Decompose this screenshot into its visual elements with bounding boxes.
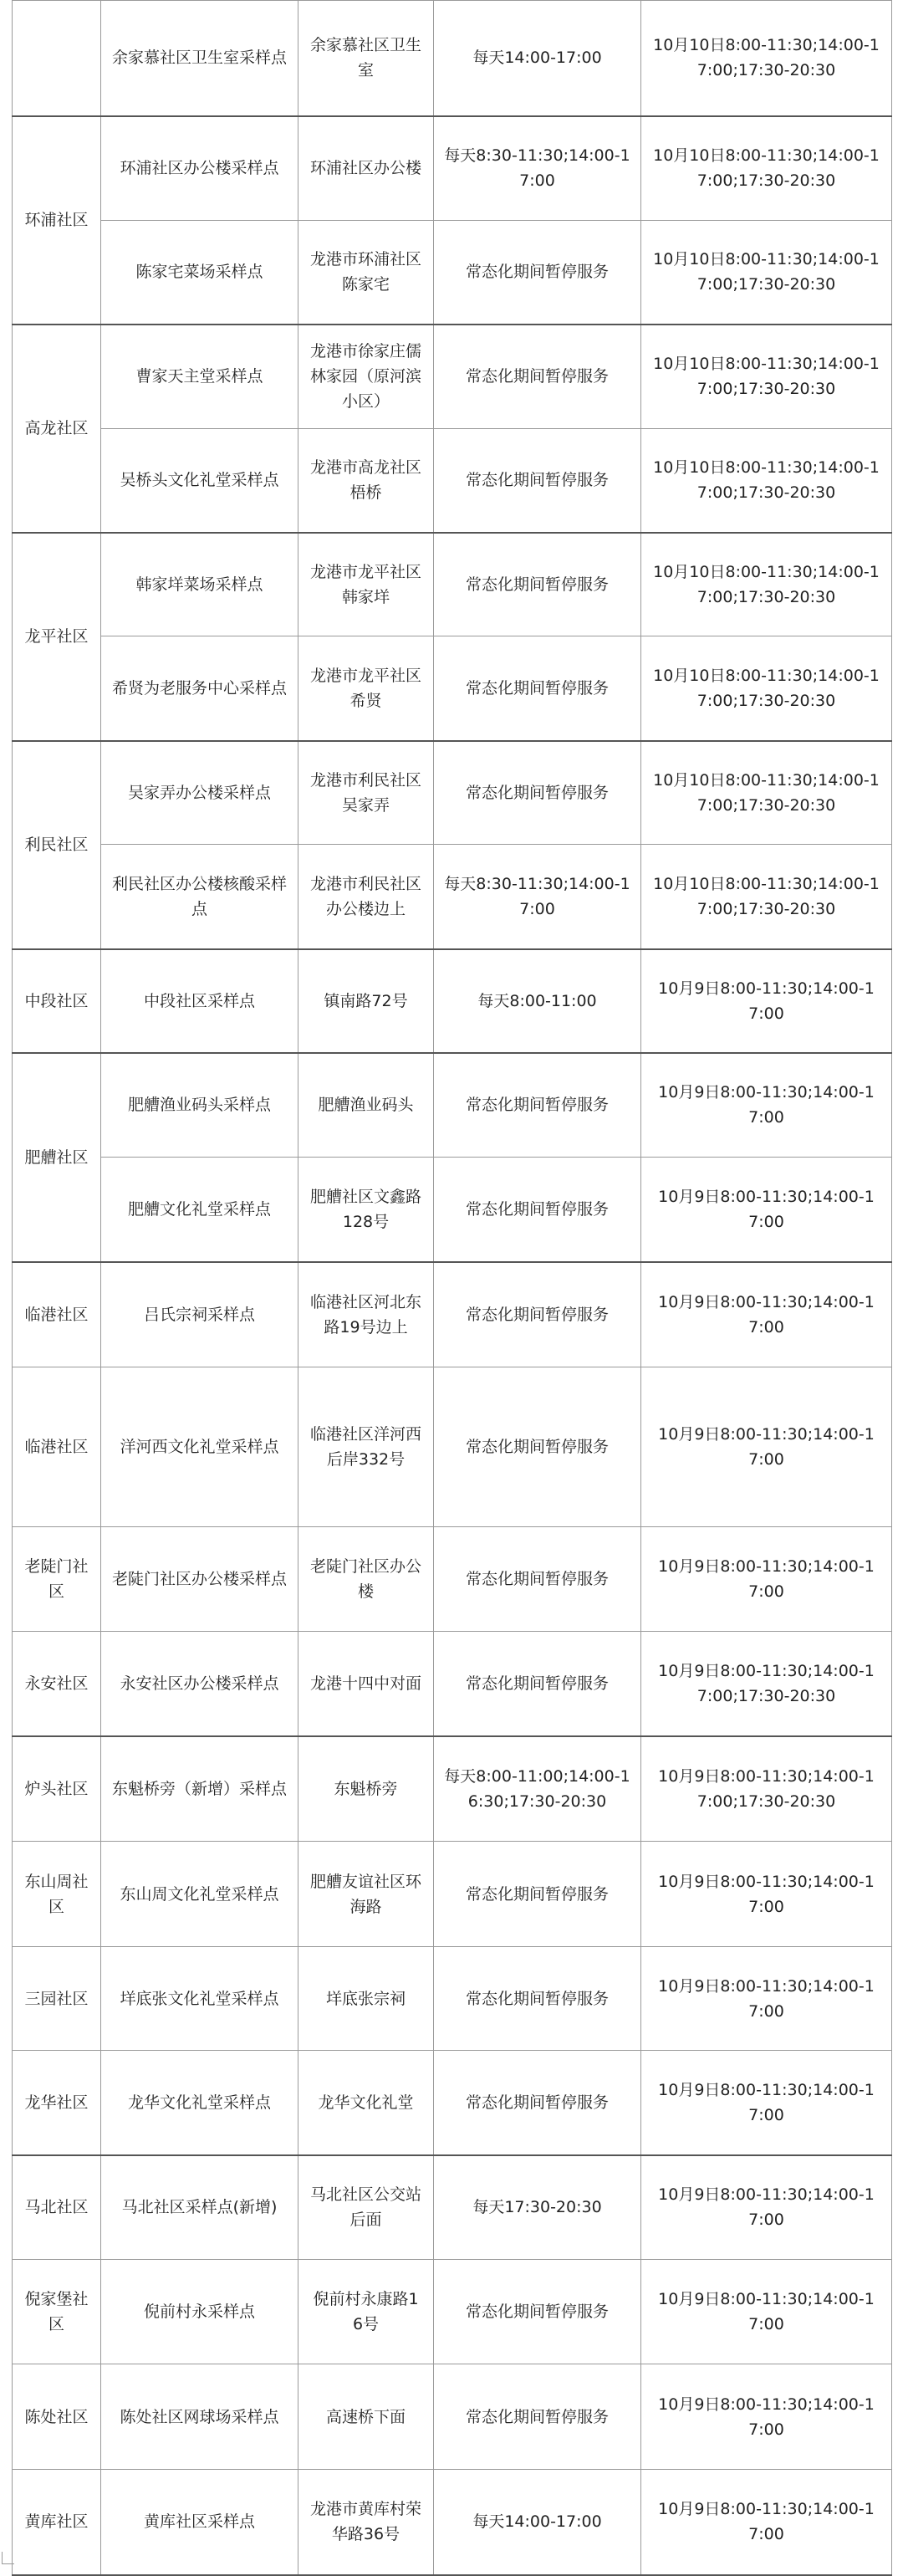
- address-cell: 倪前村永康路16号: [298, 2260, 434, 2364]
- site-cell: 黄库社区采样点: [101, 2470, 298, 2575]
- next-time-cell: 10月9日8:00-11:30;14:00-17:00: [641, 2470, 892, 2575]
- site-cell: 希贤为老服务中心采样点: [101, 636, 298, 741]
- site-cell: 东山周文化礼堂采样点: [101, 1842, 298, 1947]
- hours-cell: 每天8:00-11:00;14:00-16:30;17:30-20:30: [434, 1736, 641, 1842]
- table-row: [13, 1527, 892, 1632]
- table-row: [13, 636, 892, 741]
- hours-cell: 常态化期间暂停服务: [434, 1367, 641, 1527]
- hours-cell: 常态化期间暂停服务: [434, 741, 641, 845]
- site-cell: 陈处社区网球场采样点: [101, 2364, 298, 2470]
- community-cell: 三园社区: [13, 1947, 101, 2051]
- address-cell: 肥艚友谊社区环海路: [298, 1842, 434, 1947]
- next-time-cell: 10月10日8:00-11:30;14:00-17:00;17:30-20:30: [641, 845, 892, 949]
- address-cell: 龙港市环浦社区陈家宅: [298, 221, 434, 325]
- table-row: [13, 221, 892, 325]
- community-cell: 倪家堡社区: [13, 2260, 101, 2364]
- table-row: [13, 533, 892, 636]
- address-cell: 龙港市利民社区办公楼边上: [298, 845, 434, 949]
- next-time-cell: 10月10日8:00-11:30;14:00-17:00;17:30-20:30: [641, 221, 892, 325]
- table-row: [13, 1262, 892, 1367]
- site-cell: 东魁桥旁（新增）采样点: [101, 1736, 298, 1842]
- next-time-cell: 10月10日8:00-11:30;14:00-17:00;17:30-20:30: [641, 741, 892, 845]
- site-cell: 吴桥头文化礼堂采样点: [101, 429, 298, 533]
- next-time-cell: 10月9日8:00-11:30;14:00-17:00: [641, 2364, 892, 2470]
- site-cell: 吴家弄办公楼采样点: [101, 741, 298, 845]
- address-cell: 余家慕社区卫生室: [298, 1, 434, 116]
- site-cell: 马北社区采样点(新增): [101, 2155, 298, 2260]
- site-cell: 环浦社区办公楼采样点: [101, 116, 298, 221]
- community-cell: 老陡门社区: [13, 1527, 101, 1632]
- table-row: [13, 429, 892, 533]
- address-cell: 垟底张宗祠: [298, 1947, 434, 2051]
- address-cell: 龙港市利民社区吴家弄: [298, 741, 434, 845]
- hours-cell: 每天14:00-17:00: [434, 1, 641, 116]
- site-cell: 陈家宅菜场采样点: [101, 221, 298, 325]
- next-time-cell: 10月9日8:00-11:30;14:00-17:00: [641, 949, 892, 1053]
- address-cell: 高速桥下面: [298, 2364, 434, 2470]
- community-cell: 马北社区: [13, 2155, 101, 2260]
- hours-cell: 常态化期间暂停服务: [434, 636, 641, 741]
- next-time-cell: 10月9日8:00-11:30;14:00-17:00: [641, 2155, 892, 2260]
- address-cell: 环浦社区办公楼: [298, 116, 434, 221]
- community-cell: 环浦社区: [13, 116, 101, 325]
- community-cell: 陈处社区: [13, 2364, 101, 2470]
- table-row: [13, 116, 892, 221]
- table-row: [13, 845, 892, 949]
- hours-cell: 常态化期间暂停服务: [434, 1158, 641, 1262]
- address-cell: 肥艚社区文鑫路128号: [298, 1158, 434, 1262]
- hours-cell: 常态化期间暂停服务: [434, 221, 641, 325]
- hours-cell: 常态化期间暂停服务: [434, 325, 641, 429]
- hours-cell: 每天14:00-17:00: [434, 2470, 641, 2575]
- address-cell: 龙港市龙平社区韩家垟: [298, 533, 434, 636]
- table-row: [13, 325, 892, 429]
- site-cell: 倪前村永采样点: [101, 2260, 298, 2364]
- next-time-cell: 10月9日8:00-11:30;14:00-17:00: [641, 2260, 892, 2364]
- next-time-cell: 10月9日8:00-11:30;14:00-17:00;17:30-20:30: [641, 1632, 892, 1736]
- address-cell: 肥艚渔业码头: [298, 1053, 434, 1158]
- address-cell: 临港社区河北东路19号边上: [298, 1262, 434, 1367]
- site-cell: 垟底张文化礼堂采样点: [101, 1947, 298, 2051]
- site-cell: 肥艚渔业码头采样点: [101, 1053, 298, 1158]
- site-cell: 洋河西文化礼堂采样点: [101, 1367, 298, 1527]
- community-cell: 东山周社区: [13, 1842, 101, 1947]
- next-time-cell: 10月10日8:00-11:30;14:00-17:00;17:30-20:30: [641, 325, 892, 429]
- community-cell: 黄库社区: [13, 2470, 101, 2575]
- address-cell: 老陡门社区办公楼: [298, 1527, 434, 1632]
- address-cell: 马北社区公交站后面: [298, 2155, 434, 2260]
- site-cell: 永安社区办公楼采样点: [101, 1632, 298, 1736]
- site-cell: 韩家垟菜场采样点: [101, 533, 298, 636]
- address-cell: 东魁桥旁: [298, 1736, 434, 1842]
- address-cell: 临港社区洋河西后岸332号: [298, 1367, 434, 1527]
- hours-cell: 每天8:30-11:30;14:00-17:00: [434, 116, 641, 221]
- corner-mark: [2, 2552, 14, 2564]
- hours-cell: 每天17:30-20:30: [434, 2155, 641, 2260]
- community-cell: 炉头社区: [13, 1736, 101, 1842]
- hours-cell: 每天8:00-11:00: [434, 949, 641, 1053]
- site-cell: 吕氏宗祠采样点: [101, 1262, 298, 1367]
- table-row: [13, 1, 892, 116]
- community-cell: 龙华社区: [13, 2051, 101, 2155]
- table-row: [13, 1158, 892, 1262]
- community-cell: 肥艚社区: [13, 1053, 101, 1262]
- table-row: [13, 2260, 892, 2364]
- table-row: [13, 1947, 892, 2051]
- hours-cell: 常态化期间暂停服务: [434, 1053, 641, 1158]
- table-row: [13, 949, 892, 1053]
- next-time-cell: 10月9日8:00-11:30;14:00-17:00;17:30-20:30: [641, 1736, 892, 1842]
- table-row: [13, 2470, 892, 2575]
- site-cell: 肥艚文化礼堂采样点: [101, 1158, 298, 1262]
- address-cell: 龙港市龙平社区希贤: [298, 636, 434, 741]
- next-time-cell: 10月9日8:00-11:30;14:00-17:00: [641, 1262, 892, 1367]
- community-cell: 中段社区: [13, 949, 101, 1053]
- table-row: [13, 1632, 892, 1736]
- community-cell: 龙平社区: [13, 533, 101, 741]
- address-cell: 龙华文化礼堂: [298, 2051, 434, 2155]
- table-row: [13, 741, 892, 845]
- community-cell: 临港社区: [13, 1367, 101, 1527]
- site-cell: 龙华文化礼堂采样点: [101, 2051, 298, 2155]
- table-row: [13, 1053, 892, 1158]
- site-cell: 中段社区采样点: [101, 949, 298, 1053]
- community-cell: 永安社区: [13, 1632, 101, 1736]
- table-row: [13, 2155, 892, 2260]
- community-cell: 高龙社区: [13, 325, 101, 533]
- address-cell: 龙港市高龙社区梧桥: [298, 429, 434, 533]
- hours-cell: 每天8:30-11:30;14:00-17:00: [434, 845, 641, 949]
- next-time-cell: 10月9日8:00-11:30;14:00-17:00: [641, 1947, 892, 2051]
- table-row: [13, 2364, 892, 2470]
- table-row: [13, 2051, 892, 2155]
- site-cell: 利民社区办公楼核酸采样点: [101, 845, 298, 949]
- next-time-cell: 10月10日8:00-11:30;14:00-17:00;17:30-20:30: [641, 1, 892, 116]
- hours-cell: 常态化期间暂停服务: [434, 533, 641, 636]
- address-cell: 龙港市黄库村荣华路36号: [298, 2470, 434, 2575]
- address-cell: 龙港市徐家庄儒林家园（原河滨小区）: [298, 325, 434, 429]
- next-time-cell: 10月9日8:00-11:30;14:00-17:00: [641, 1158, 892, 1262]
- table-row: [13, 1367, 892, 1527]
- sampling-sites-table: [12, 0, 892, 2576]
- table-row: [13, 1736, 892, 1842]
- community-cell: [13, 1, 101, 116]
- hours-cell: 常态化期间暂停服务: [434, 1947, 641, 2051]
- community-cell: 临港社区: [13, 1262, 101, 1367]
- community-cell: 利民社区: [13, 741, 101, 949]
- site-cell: 余家慕社区卫生室采样点: [101, 1, 298, 116]
- next-time-cell: 10月9日8:00-11:30;14:00-17:00: [641, 1527, 892, 1632]
- hours-cell: 常态化期间暂停服务: [434, 1842, 641, 1947]
- hours-cell: 常态化期间暂停服务: [434, 429, 641, 533]
- hours-cell: 常态化期间暂停服务: [434, 2260, 641, 2364]
- table-body: [13, 1, 892, 2575]
- next-time-cell: 10月9日8:00-11:30;14:00-17:00: [641, 1842, 892, 1947]
- hours-cell: 常态化期间暂停服务: [434, 1262, 641, 1367]
- next-time-cell: 10月10日8:00-11:30;14:00-17:00;17:30-20:30: [641, 533, 892, 636]
- hours-cell: 常态化期间暂停服务: [434, 2364, 641, 2470]
- next-time-cell: 10月9日8:00-11:30;14:00-17:00: [641, 2051, 892, 2155]
- next-time-cell: 10月10日8:00-11:30;14:00-17:00;17:30-20:30: [641, 636, 892, 741]
- address-cell: 镇南路72号: [298, 949, 434, 1053]
- next-time-cell: 10月9日8:00-11:30;14:00-17:00: [641, 1367, 892, 1527]
- hours-cell: 常态化期间暂停服务: [434, 1527, 641, 1632]
- next-time-cell: 10月10日8:00-11:30;14:00-17:00;17:30-20:30: [641, 429, 892, 533]
- site-cell: 曹家天主堂采样点: [101, 325, 298, 429]
- next-time-cell: 10月10日8:00-11:30;14:00-17:00;17:30-20:30: [641, 116, 892, 221]
- hours-cell: 常态化期间暂停服务: [434, 2051, 641, 2155]
- site-cell: 老陡门社区办公楼采样点: [101, 1527, 298, 1632]
- hours-cell: 常态化期间暂停服务: [434, 1632, 641, 1736]
- address-cell: 龙港十四中对面: [298, 1632, 434, 1736]
- table-row: [13, 1842, 892, 1947]
- next-time-cell: 10月9日8:00-11:30;14:00-17:00: [641, 1053, 892, 1158]
